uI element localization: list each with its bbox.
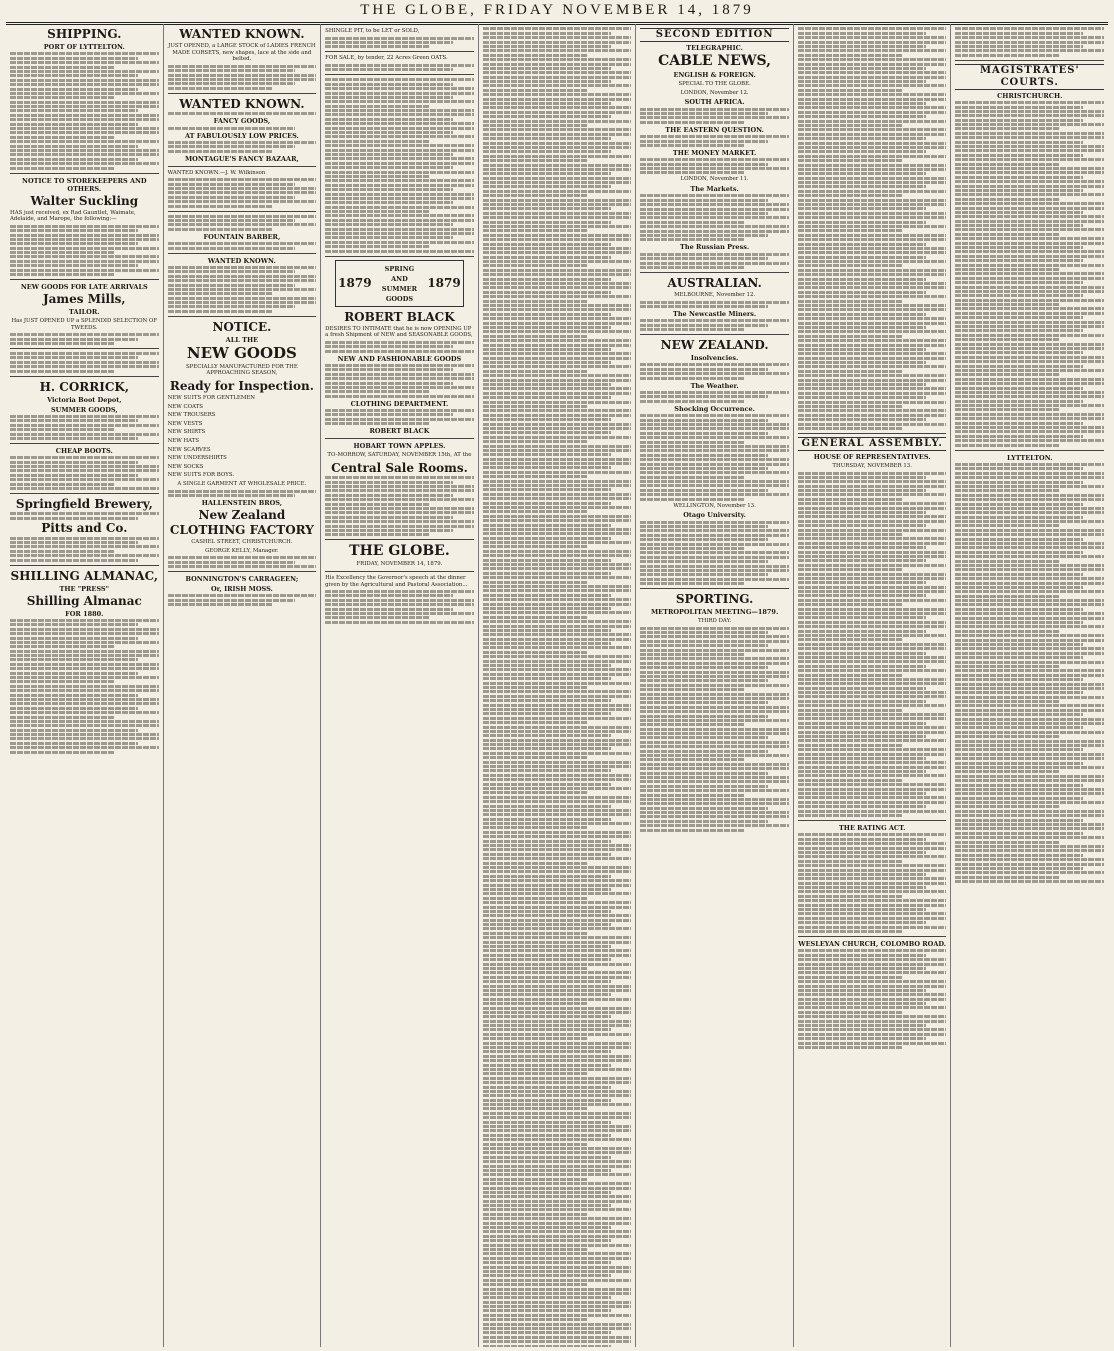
mills-name: James Mills, — [42, 292, 126, 307]
pitts-name: Pitts and Co. — [41, 521, 128, 536]
almanac-title: SHILLING ALMANAC, — [10, 568, 159, 583]
clothing-factory: CLOTHING FACTORY — [169, 522, 314, 537]
south-africa: SOUTH AFRICA. — [684, 98, 745, 107]
column-1 — [6, 24, 164, 1347]
general-assembly: GENERAL ASSEMBLY. — [798, 437, 947, 451]
column-4 — [479, 24, 637, 1347]
item-trousers: NEW TROUSERS — [167, 412, 216, 419]
new-zealand: NEW ZEALAND. — [660, 338, 769, 353]
russian-press: The Russian Press. — [680, 243, 750, 252]
rating-act: THE RATING ACT. — [838, 824, 906, 832]
bonnington: BONNINGTON'S CARRAGEEN; — [185, 574, 299, 583]
otago-university: Otago University. — [683, 511, 746, 520]
item-shirts: NEW SHIRTS — [167, 429, 206, 436]
item-hats: NEW HATS — [167, 438, 200, 445]
telegraphic: TELEGRAPHIC. — [686, 44, 743, 52]
desires-line: DESIRES TO INTIMATE that he is now OPENING UP a fresh Shipment of NEW and SEASONABLE GOODS, — [325, 325, 473, 339]
masthead — [6, 2, 1108, 25]
house-of-reps: HOUSE OF REPRESENTATIVES. — [813, 452, 931, 461]
column-5 — [636, 24, 794, 1347]
metropolitan-meeting: METROPOLITAN MEETING—1879. — [650, 608, 779, 617]
shipping-sub: PORT OF LYTTELTON. — [43, 43, 125, 51]
wanted-known-2: WANTED KNOWN. — [179, 96, 305, 111]
item-socks: NEW SOCKS — [167, 463, 204, 470]
magistrates-courts: MAGISTRATES' COURTS. — [955, 64, 1104, 90]
all-the: ALL THE — [225, 335, 259, 344]
fountain-barber: FOUNTAIN BARBER, — [203, 232, 281, 241]
item-suits-boys: NEW SUITS FOR BOYS. — [167, 472, 235, 479]
single-garment: A SINGLE GARMENT AT WHOLESALE PRICE. — [177, 481, 307, 487]
sporting: SPORTING. — [675, 592, 754, 607]
column-2 — [164, 24, 322, 1347]
suckling-line: HAS just received, ex Rad Gauntlet, Waimate, Adelaide, and Marope, the following:— — [10, 209, 136, 223]
wanted-known-1: WANTED KNOWN. — [179, 27, 305, 41]
low-prices: AT FABULOUSLY LOW PRICES. — [184, 131, 299, 140]
money-market: THE MONEY MARKET. — [672, 148, 757, 157]
and: AND — [391, 274, 408, 283]
clothing-department: CLOTHING DEPARTMENT. — [350, 399, 449, 408]
excellency-para: His Excellency the Governor's speech at the dinner given by the Agricultural and Pastoral Association... — [325, 574, 468, 588]
green-oats: FOR SALE, by tender, 22 Acres Green OATS. — [325, 55, 448, 62]
wesleyan-church: WESLEYAN CHURCH, COLOMBO ROAD. — [798, 939, 947, 948]
year-right: 1879 — [427, 276, 461, 291]
item-coats: NEW COATS — [167, 403, 203, 410]
shipping-title: SHIPPING. — [47, 27, 122, 41]
robert-black: ROBERT BLACK — [344, 309, 455, 324]
christchurch: CHRISTCHURCH. — [997, 91, 1063, 100]
goods: GOODS — [385, 294, 414, 303]
tomorrow: TO-MORROW, SATURDAY, NOVEMBER 15th, AT the — [327, 452, 472, 459]
item-vests: NEW VESTS — [167, 420, 203, 427]
bazaar: MONTAGUE'S FANCY BAZAAR, — [184, 154, 299, 163]
wanted-known-3: WANTED KNOWN.—J. W. Wilkinson — [167, 169, 266, 176]
ready-for-inspection: Ready for Inspection. — [169, 379, 314, 394]
newcastle-miners: The Newcastle Miners. — [672, 309, 757, 318]
year-left: 1879 — [338, 276, 372, 291]
insolvencies: Insolvencies. — [690, 354, 739, 363]
fashionable-goods: NEW AND FASHIONABLE GOODS — [337, 354, 462, 363]
shingle-pit: SHINGLE PIT, to be LET or SOLD, — [325, 28, 420, 34]
third-day: THIRD DAY. — [698, 618, 732, 625]
item-undershirts: NEW UNDERSHIRTS — [167, 455, 227, 462]
specially-line: SPECIALLY MANUFACTURED FOR THE APPROACHING SEASON, — [185, 363, 298, 377]
special-to-globe: SPECIAL TO THE GLOBE. — [678, 81, 751, 87]
brewery-name: Springfield Brewery, — [15, 497, 153, 512]
hobart-apples: HOBART TOWN APPLES. — [353, 442, 446, 451]
globe-title: THE GLOBE. — [349, 543, 450, 560]
corsets-line: JUST OPENED, a LARGE STOCK of LADIES FRENCH MADE CORSETS, new shapes, lace at the side and belted. — [168, 43, 316, 63]
masthead-title: THE GLOBE, FRIDAY NOVEMBER 14, 1879 — [360, 2, 754, 18]
column-7 — [951, 24, 1108, 1347]
notice-storekeepers: NOTICE TO STOREKEEPERS AND OTHERS. — [22, 176, 147, 193]
corrick-summer: SUMMER GOODS, — [50, 405, 118, 414]
london-date: LONDON, November 12. — [680, 89, 749, 96]
fancy-goods: FANCY GOODS, — [213, 117, 271, 126]
robert-black-2: ROBERT BLACK — [369, 427, 430, 436]
globe-date: FRIDAY, NOVEMBER 14, 1879. — [356, 561, 443, 568]
second-edition: SECOND EDITION — [640, 28, 789, 42]
central-sale-rooms: Central Sale Rooms. — [331, 460, 468, 475]
spring-summer-box — [335, 260, 464, 307]
wanted-known-4: WANTED KNOWN. — [207, 256, 276, 265]
cashel-street: CASHEL STREET, CHRISTCHURCH. — [191, 538, 293, 545]
item-scarves: NEW SCARVES — [167, 446, 211, 453]
new-goods: NEW GOODS FOR LATE ARRIVALS — [20, 283, 148, 292]
suckling-name: Walter Suckling — [30, 193, 139, 208]
london-date-2: LONDON, November 11. — [680, 176, 749, 183]
columns — [6, 24, 1108, 1347]
column-3 — [321, 24, 479, 1347]
melbourne-date: MELBOURNE, November 12. — [674, 291, 756, 298]
wellington-date: WELLINGTON, November 13. — [673, 502, 756, 509]
new-zealand-heading: New Zealand — [198, 507, 286, 522]
lyttelton: LYTTELTON. — [1006, 453, 1053, 462]
almanac-name: Shilling Almanac — [26, 593, 142, 608]
mills-line: Has JUST OPENED UP a SPLENDID SELECTION OF TWEEDS. — [11, 318, 158, 331]
corrick-name: H. CORRICK, — [39, 379, 129, 394]
australian: AUSTRALIAN. — [667, 275, 762, 290]
summer: SUMMER — [381, 284, 417, 293]
irish-moss: Or, IRISH MOSS. — [210, 584, 273, 593]
english-foreign: ENGLISH & FOREIGN. — [673, 71, 756, 79]
column-6 — [794, 24, 952, 1347]
cheap-boots: CHEAP BOOTS. — [55, 446, 113, 455]
spring: SPRING — [384, 264, 415, 273]
new-goods-heading: NEW GOODS — [186, 343, 297, 362]
item-suits-gentlemen: NEW SUITS FOR GENTLEMEN — [167, 395, 256, 402]
corrick-sub: Victoria Boot Depot, — [47, 395, 122, 404]
thursday-date: THURSDAY, NOVEMBER 13. — [832, 462, 912, 469]
almanac-press: THE "PRESS" — [59, 584, 110, 593]
shocking-occurrence: Shocking Occurrence. — [674, 404, 755, 413]
almanac-year: FOR 1880. — [65, 609, 104, 618]
cable-news: CABLE NEWS, — [658, 53, 772, 69]
eastern-question: THE EASTERN QUESTION. — [665, 125, 764, 134]
mills-trade: TAILOR. — [69, 308, 100, 317]
manager: GEORGE KELLY, Manager. — [205, 547, 279, 554]
hallenstein: HALLENSTEIN BROS, — [201, 498, 282, 507]
notice-heading: NOTICE. — [212, 319, 272, 334]
the-weather: The Weather. — [690, 381, 739, 390]
the-markets: The Markets. — [690, 185, 739, 194]
